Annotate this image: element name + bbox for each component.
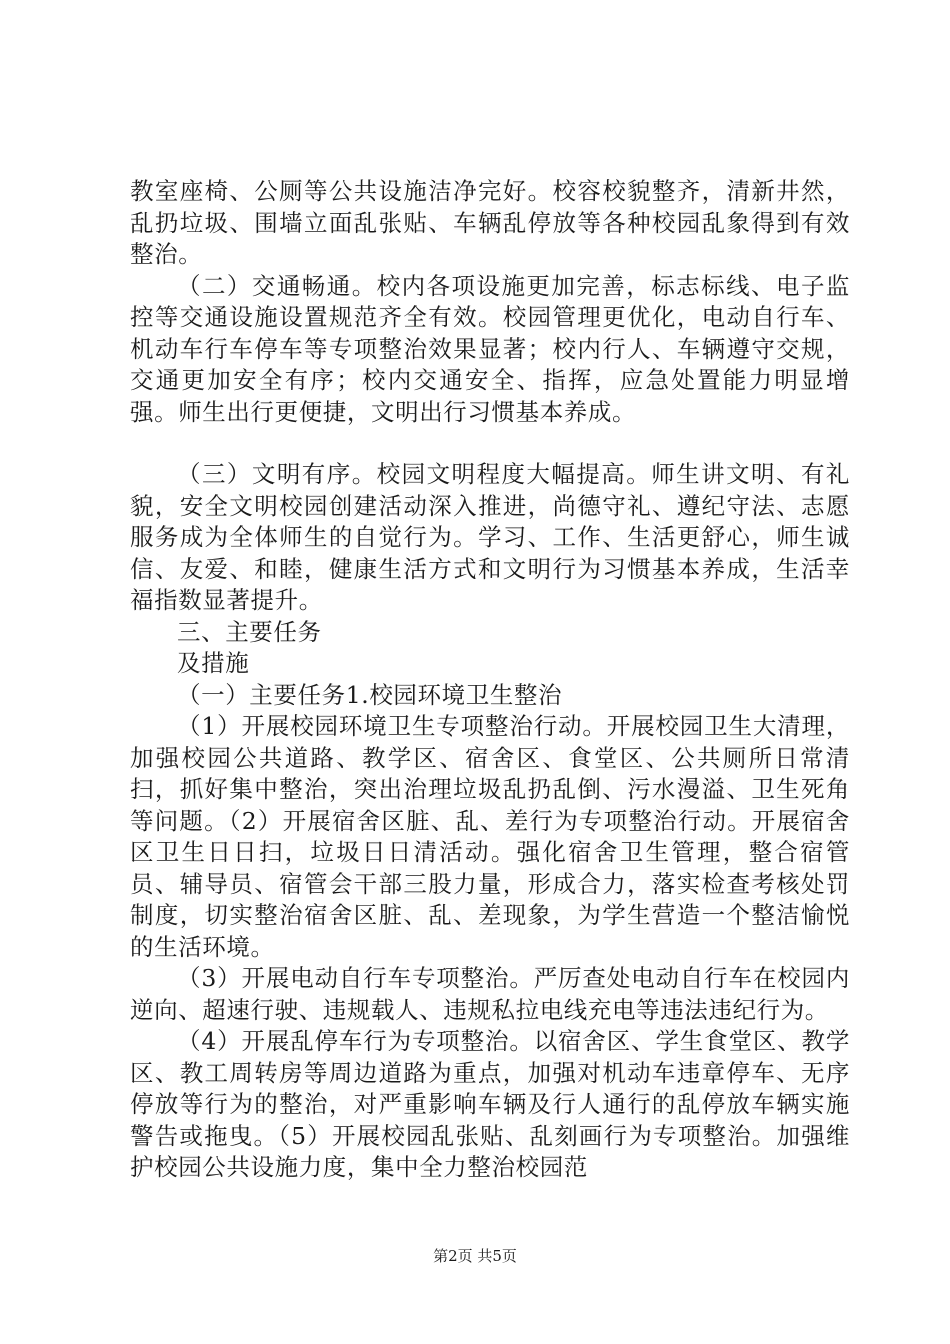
paragraph-2: （二）交通畅通。校内各项设施更加完善，标志标线、电子监控等交通设施设置规范齐全有效。校园管理更优化，电动自行车、机动车行车停车等专项整治效果显著；校内行人、车辆遵守交规，交通更加安全有序；校内交通安全、指挥，应急处置能力明显增强。师生出行更便捷，文明出行习惯基本养成。 [130,271,850,426]
section-heading: 三、主要任务 [177,617,322,646]
document-body [130,176,850,1184]
paragraph-3: （三）文明有序。校园文明程度大幅提高。师生讲文明、有礼貌，安全文明校园创建活动深入推进，尚德守礼、遵纪守法、志愿服务成为全体师生的自觉行为。学习、工作、生活更舒心，师生诚信、友爱、和睦，健康生活方式和文明行为习惯基本养成，生活幸福指数显著提升。 [130,460,850,614]
page-footer: 第2页 共5页 [433,1247,517,1265]
paragraph-1: 教室座椅、公厕等公共设施洁净完好。校容校貌整齐，清新井然，乱扔垃圾、围墙立面乱张贴、车辆乱停放等各种校园乱象得到有效整治。 [130,177,850,268]
paragraph-4: （1）开展校园环境卫生专项整治行动。开展校园卫生大清理，加强校园公共道路、教学区、宿舍区、食堂区、公共厕所日常清扫，抓好集中整治，突出治理垃圾乱扔乱倒、污水漫溢、卫生死角等问题。（2）开展宿舍区脏、乱、差行为专项整治行动。开展宿舍区卫生日日扫，垃圾日日清活动。强化宿舍卫生管理，整合宿管员、辅导员、宿管会干部三股力量，形成合力，落实检查考核处罚制度，切实整治宿舍区脏、乱、差现象，为学生营造一个整洁愉悦的生活环境。 [130,712,850,961]
paragraph-gap [130,428,850,459]
section-heading-cont: 及措施 [177,649,250,677]
subsection-heading: （一）主要任务1.校园环境卫生整治 [177,680,563,709]
paragraph-6: （4）开展乱停车行为专项整治。以宿舍区、学生食堂区、教学区、教工周转房等周边道路为重点，加强对机动车违章停车、无序停放等行为的整治，对严重影响车辆及行人通行的乱停放车辆实施警告或拖曳。（5）开展校园乱张贴、乱刻画行为专项整治。加强维护校园公共设施力度，集中全力整治校园范 [130,1027,850,1181]
paragraph-5: （3）开展电动自行车专项整治。严厉查处电动自行车在校园内逆向、超速行驶、违规载人、违规私拉电线充电等违法违纪行为。 [130,964,850,1024]
